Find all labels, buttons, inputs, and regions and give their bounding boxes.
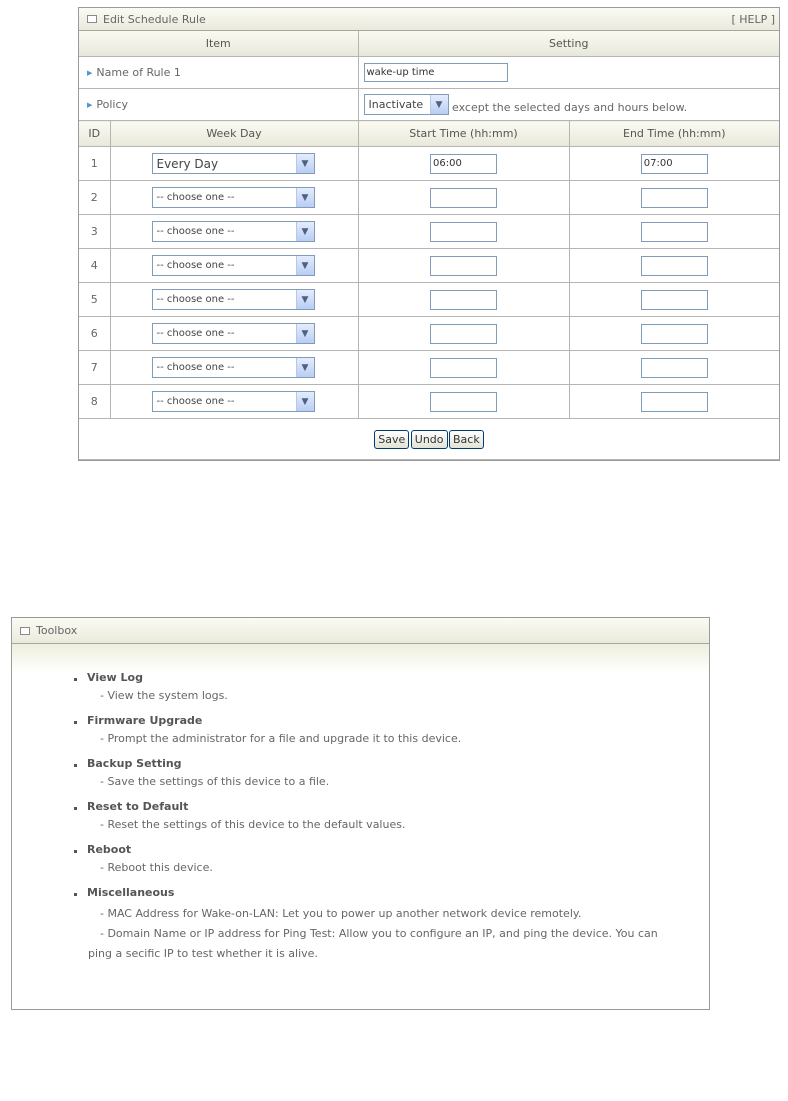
weekday-select-value: -- choose one -- <box>156 362 235 373</box>
toolbox-panel <box>11 617 710 1010</box>
weekday-select[interactable] <box>152 289 315 310</box>
row-id: 4 <box>79 249 110 283</box>
id-header: ID <box>79 121 110 147</box>
schedule-row <box>79 283 779 317</box>
row-id: 7 <box>79 351 110 385</box>
end-time-input[interactable] <box>641 256 708 276</box>
rule-name-input[interactable] <box>364 63 508 82</box>
panel-title: Edit Schedule Rule <box>103 12 206 26</box>
weekday-select[interactable] <box>152 153 315 174</box>
toolbox-item <box>74 886 709 964</box>
back-button[interactable]: Back <box>449 430 484 449</box>
toolbox-item-desc: - Save the settings of this device to a file. <box>100 775 330 788</box>
chevron-down-icon[interactable]: ▼ <box>296 256 314 275</box>
weekday-select-value: -- choose one -- <box>156 260 235 271</box>
window-icon <box>87 15 97 23</box>
toolbox-item <box>74 800 709 831</box>
weekday-select-value: -- choose one -- <box>156 294 235 305</box>
toolbox-item-desc: - Reset the settings of this device to the default values. <box>100 818 406 831</box>
schedule-row <box>79 147 779 181</box>
actions-row <box>79 419 779 460</box>
bullet-icon <box>74 764 77 767</box>
toolbox-item-name[interactable]: View Log <box>74 671 709 684</box>
arrow-right-icon: ▶ <box>87 101 93 109</box>
row-id: 5 <box>79 283 110 317</box>
toolbox-item-name[interactable]: Backup Setting <box>74 757 709 770</box>
chevron-down-icon[interactable]: ▼ <box>296 188 314 207</box>
weekday-select-value: -- choose one -- <box>156 192 235 203</box>
start-time-input[interactable] <box>430 290 497 310</box>
policy-suffix: except the selected days and hours below. <box>452 100 688 114</box>
toolbox-item <box>74 671 709 702</box>
bullet-icon <box>74 721 77 724</box>
chevron-down-icon[interactable]: ▼ <box>430 95 448 114</box>
end-time-input[interactable] <box>641 290 708 310</box>
toolbox-title: Toolbox <box>36 624 78 637</box>
row-id: 1 <box>79 147 110 181</box>
row-id: 3 <box>79 215 110 249</box>
bullet-icon <box>74 850 77 853</box>
undo-button[interactable]: Undo <box>411 430 448 449</box>
toolbox-header-gradient <box>12 644 709 672</box>
policy-label: ▶ Policy <box>79 89 358 121</box>
toolbox-item <box>74 843 709 874</box>
row-id: 2 <box>79 181 110 215</box>
end-time-input[interactable] <box>641 358 708 378</box>
weekday-select-value: -- choose one -- <box>156 226 235 237</box>
toolbox-titlebar <box>12 618 709 644</box>
toolbox-item <box>74 714 709 745</box>
window-icon <box>20 627 30 635</box>
toolbox-item-desc: - View the system logs. <box>100 689 228 702</box>
schedule-row <box>79 215 779 249</box>
end-time-input[interactable] <box>641 154 708 174</box>
toolbox-item-desc: - Reboot this device. <box>100 861 213 874</box>
item-header: Item <box>79 31 358 57</box>
weekday-select[interactable] <box>152 255 315 276</box>
row-id: 6 <box>79 317 110 351</box>
schedule-row <box>79 181 779 215</box>
start-time-input[interactable] <box>430 358 497 378</box>
schedule-row <box>79 317 779 351</box>
toolbox-item-desc: - Domain Name or IP address for Ping Test: Allow you to configure an IP, and ping the device. You can ping a secific IP to test whether it is alive. <box>88 927 658 960</box>
end-time-input[interactable] <box>641 188 708 208</box>
weekday-select[interactable] <box>152 323 315 344</box>
weekday-header: Week Day <box>110 121 358 147</box>
toolbox-item-name[interactable]: Miscellaneous <box>74 886 709 899</box>
start-time-input[interactable] <box>430 188 497 208</box>
start-time-header: Start Time (hh:mm) <box>358 121 569 147</box>
policy-select-value: Inactivate <box>368 98 424 111</box>
bullet-icon <box>74 893 77 896</box>
toolbox-item-desc: - MAC Address for Wake-on-LAN: Let you to power up another network device remotely. <box>100 907 582 920</box>
chevron-down-icon[interactable]: ▼ <box>296 222 314 241</box>
schedule-row <box>79 351 779 385</box>
chevron-down-icon[interactable]: ▼ <box>296 290 314 309</box>
end-time-input[interactable] <box>641 392 708 412</box>
schedule-table <box>79 31 779 460</box>
help-link[interactable]: [ HELP ] <box>731 12 775 26</box>
row-id: 8 <box>79 385 110 419</box>
arrow-right-icon: ▶ <box>87 69 93 77</box>
start-time-input[interactable] <box>430 324 497 344</box>
end-time-input[interactable] <box>641 324 708 344</box>
rule-name-label: ▶ Name of Rule 1 <box>79 57 358 89</box>
policy-select[interactable] <box>364 94 449 115</box>
bullet-icon <box>74 678 77 681</box>
toolbox-list <box>12 671 709 964</box>
toolbox-item-desc: - Prompt the administrator for a file and upgrade it to this device. <box>100 732 462 745</box>
end-time-header: End Time (hh:mm) <box>569 121 779 147</box>
weekday-select[interactable] <box>152 357 315 378</box>
chevron-down-icon[interactable]: ▼ <box>296 154 314 173</box>
toolbox-item-name[interactable]: Reboot <box>74 843 709 856</box>
toolbox-item-name[interactable]: Firmware Upgrade <box>74 714 709 727</box>
start-time-input[interactable] <box>430 154 497 174</box>
chevron-down-icon[interactable]: ▼ <box>296 324 314 343</box>
weekday-select[interactable] <box>152 187 315 208</box>
weekday-select[interactable] <box>152 221 315 242</box>
schedule-rows <box>79 147 779 419</box>
panel-titlebar <box>79 8 779 31</box>
weekday-select-value: Every Day <box>156 156 219 171</box>
schedule-row <box>79 385 779 419</box>
schedule-row <box>79 249 779 283</box>
weekday-select-value: -- choose one -- <box>156 328 235 339</box>
start-time-input[interactable] <box>430 392 497 412</box>
start-time-input[interactable] <box>430 222 497 242</box>
save-button[interactable]: Save <box>374 430 409 449</box>
setting-header: Setting <box>358 31 779 57</box>
weekday-select-value: -- choose one -- <box>156 396 235 407</box>
toolbox-item <box>74 757 709 788</box>
toolbox-item-name[interactable]: Reset to Default <box>74 800 709 813</box>
edit-schedule-rule-panel <box>78 7 780 461</box>
start-time-input[interactable] <box>430 256 497 276</box>
end-time-input[interactable] <box>641 222 708 242</box>
chevron-down-icon[interactable]: ▼ <box>296 358 314 377</box>
chevron-down-icon[interactable]: ▼ <box>296 392 314 411</box>
bullet-icon <box>74 807 77 810</box>
weekday-select[interactable] <box>152 391 315 412</box>
